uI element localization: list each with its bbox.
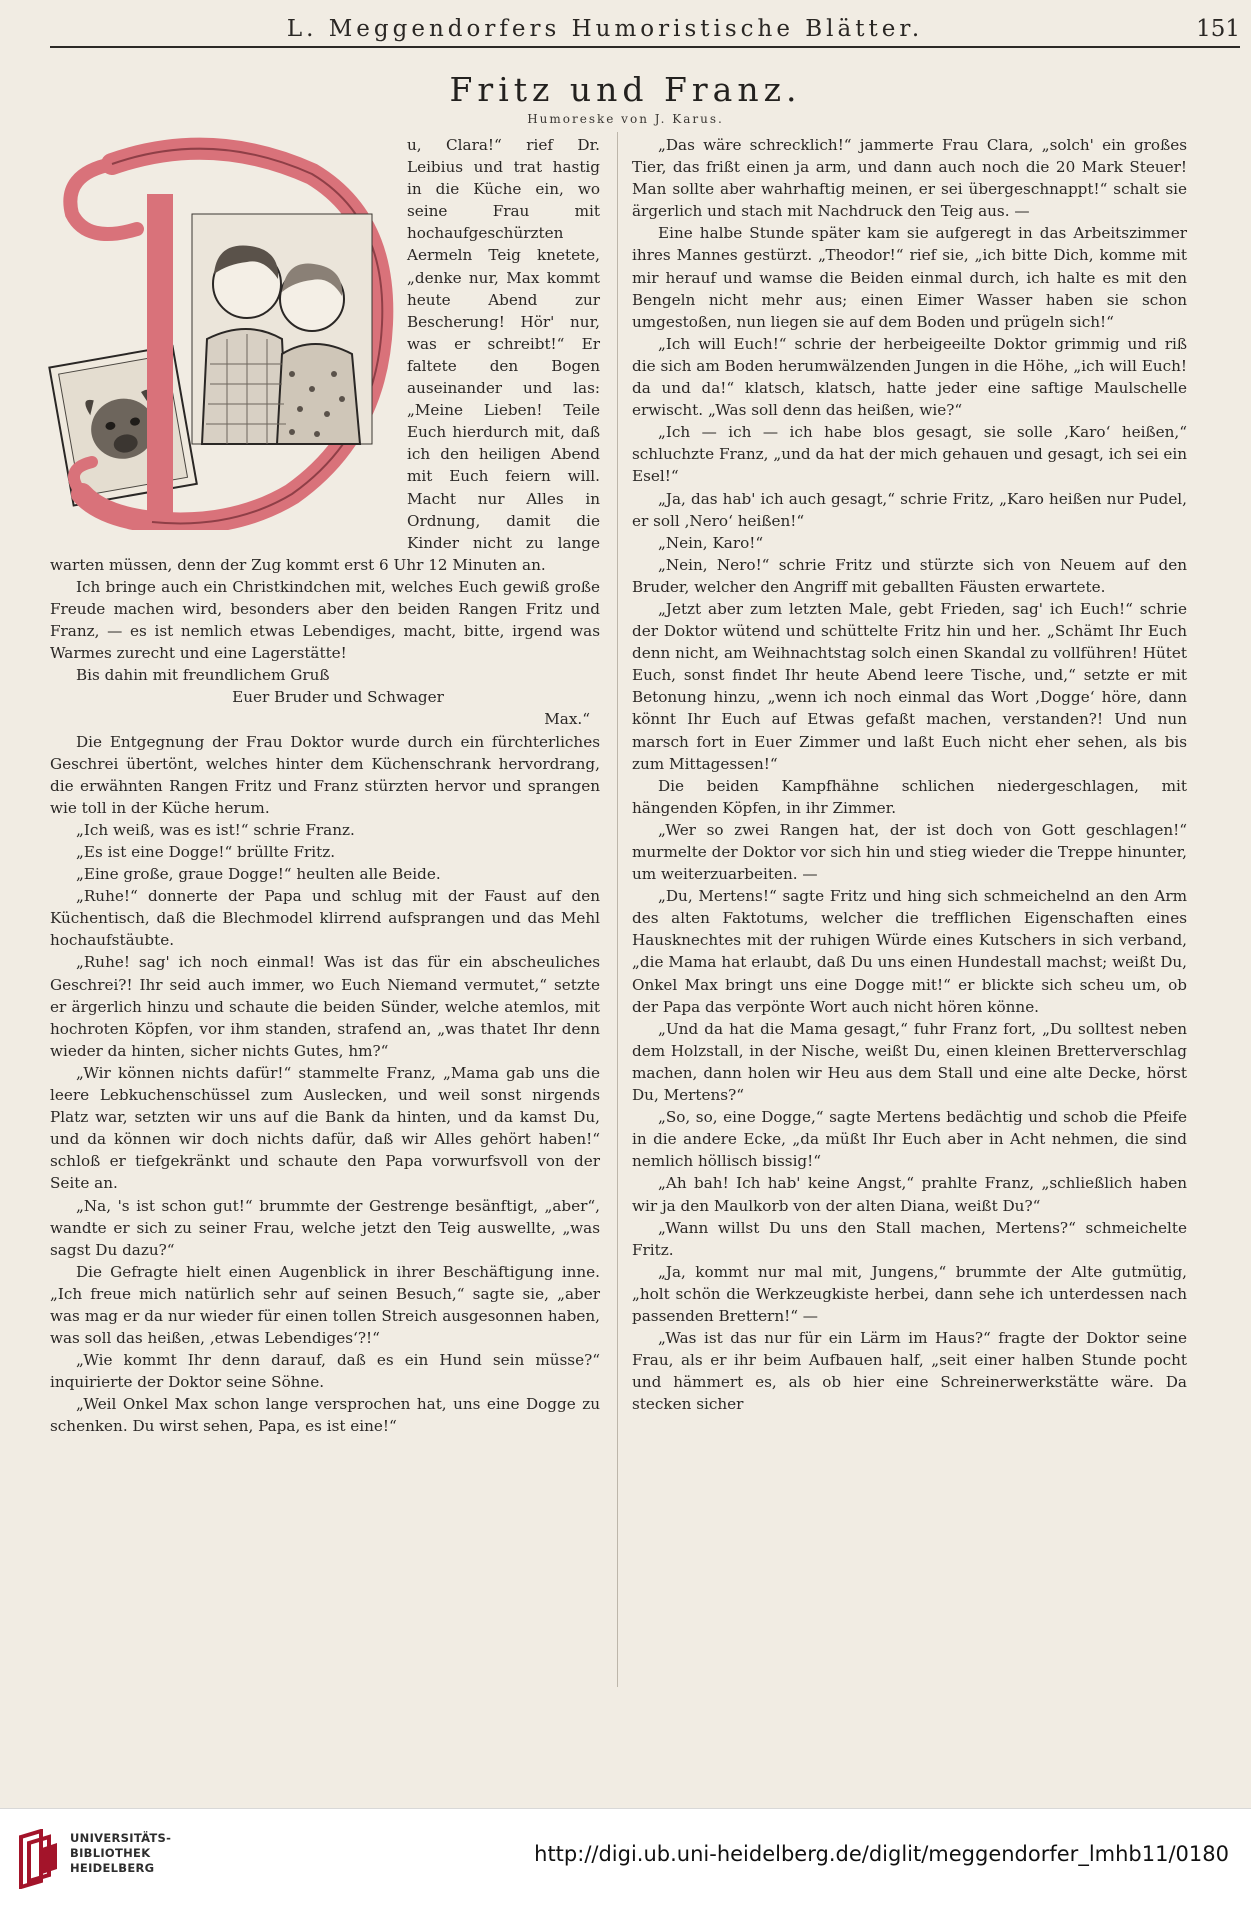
paragraph: „Jetzt aber zum letzten Male, gebt Frieden, sag' ich Euch!“ schrie der Doktor wütend und schüttelte Fritz hin und her. „Schämt Ihr Euch denn nicht, am Weihnachtstag solch einen Skandal zu vollführen! Hütet Euch, sonst findet Ihr heute Abend leere Tische, und,“ setzte er mit Betonung hinzu, „wenn ich noch einmal das Wort ‚Dogge‘ höre, dann könnt Ihr Euch auf Etwas gefaßt machen, verstanden?! Und nun marsch fort in Euer Zimmer und laßt Euch nicht eher sehen, als bis zum Mittagessen!“ [632, 599, 1187, 773]
letter-greeting: Bis dahin mit freundlichem Gruß [76, 666, 330, 685]
logo-line: UNIVERSITÄTS- [70, 1831, 172, 1845]
paragraph: „Na, 's ist schon gut!“ brummte der Gestrenge besänftigt, „aber“, wandte er sich zu seiner Frau, welche jetzt den Teig auswellte, „was sagst Du dazu?“ [50, 1196, 600, 1259]
paragraph: „Du, Mertens!“ sagte Fritz und hing sich schmeichelnd an den Arm des alten Faktotums, welcher die trefflichen Eigenschaften eines Hausknechtes mit der ruhigen Würde eines Kutschers in sich verband, „die Mama hat erlaubt, daß Du uns einen Hundestall machst; weißt Du, Onkel Max bringt uns eine Dogge mit!“ er blickte sich scheu um, ob der Papa das verpönte Wort auch nicht hören könne. [632, 887, 1187, 1016]
library-book-logo-icon [15, 1829, 63, 1889]
letter-closing: Euer Bruder und Schwager [232, 688, 444, 707]
paragraph: „Wir können nichts dafür!“ stammelte Franz, „Mama gab uns die leere Lebkuchenschüssel zum Auslecken, und weil sonst nirgends Platz war, setzten wir uns auf die Bank da hinten, und da kamst Du, und da können wir doch nichts dafür, daß wir Alles gehört haben!“ schloß er tiefgekränkt und schaute den Papa vorwurfsvoll von der Seite an. [50, 1063, 600, 1193]
paragraph: „Ruhe!“ donnerte der Papa und schlug mit der Faust auf den Küchentisch, daß die Blechmodel klirrend aufsprangen und das Mehl hochaufstäubte. [50, 887, 600, 950]
paragraph: „Ich will Euch!“ schrie der herbeigeeilte Doktor grimmig und riß die sich am Boden herumwälzenden Jungen in die Höhe, „ich will Euch! da und da!“ klatsch, klatsch, hatte jeder eine saftige Maulschelle erwischt. „Was soll denn das heißen, wie?“ [632, 334, 1187, 420]
paragraph: „Und da hat die Mama gesagt,“ fuhr Franz fort, „Du solltest neben dem Holzstall, in der Nische, weißt Du, einen kleinen Bretterverschlag machen, dann holen wir Heu aus dem Stall und eine alte Decke, hörst Du, Mertens?“ [632, 1019, 1187, 1105]
journal-title: L. Meggendorfers Humoristische Blätter. [286, 16, 924, 42]
story-byline: Humoreske von J. Karus. [527, 112, 724, 126]
paragraph: „Es ist eine Dogge!“ brüllte Fritz. [76, 843, 336, 861]
paragraph: „Ruhe! sag' ich noch einmal! Was ist das für ein abscheuliches Geschrei?! Ihr seid auch immer, wo Euch Niemand vermutet,“ setzte er ärgerlich hinzu und schaute die beiden Sünder, welche atemlos, mit hochroten Köpfen, vor ihm standen, strafend an, „was thatet Ihr denn wieder da hinten, sicher nichts Gutes, hm?“ [50, 953, 600, 1060]
paragraph: Eine halbe Stunde später kam sie aufgeregt in das Arbeitszimmer ihres Mannes gestürzt. „Theodor!“ rief sie, „ich bitte Dich, komme mit mir herauf und wamse die Beiden einmal durch, ich halte es mit den Bengeln nicht mehr aus; einen Eimer Wasser haben sie schon umgestoßen, nun liegen sie auf dem Boden und prügeln sich!“ [632, 224, 1187, 331]
paragraph: Die Gefragte hielt einen Augenblick in ihrer Beschäftigung inne. „Ich freue mich natürlich sehr auf seinen Besuch,“ sagte sie, „aber was mag er da nur wieder für einen tollen Streich ausgesonnen haben, was soll das heißen, ‚etwas Lebendiges‘?!“ [50, 1262, 600, 1348]
paragraph: „Weil Onkel Max schon lange versprochen hat, uns eine Dogge zu schenken. Du wirst sehen, Papa, es ist eine!“ [50, 1395, 600, 1436]
paragraph: „Ah bah! Ich hab' keine Angst,“ prahlte Franz, „schließlich haben wir ja den Maulkorb von der alten Diana, weißt Du?“ [632, 1174, 1187, 1215]
paragraph: „Nein, Karo!“ [658, 533, 764, 552]
column-divider [617, 132, 618, 1687]
paragraph: „Ja, kommt nur mal mit, Jungens,“ brummte der Alte gutmütig, „holt schön die Werkzeugkiste herbei, dann sehe ich unterdessen nach passenden Brettern!“ — [632, 1262, 1187, 1325]
left-column [50, 134, 600, 1438]
paragraph: „Wann willst Du uns den Stall machen, Mertens?“ schmeichelte Fritz. [632, 1218, 1187, 1259]
paragraph: „Ich weiß, was es ist!“ schrie Franz. [76, 820, 355, 839]
paragraph: Die Entgegnung der Frau Doktor wurde durch ein fürchterliches Geschrei übertönt, welches hinter dem Küchenschrank hervordrang, die erwähnten Rangen Fritz und Franz stürzten hervor und sprangen wie toll in der Küche herum. [50, 732, 600, 817]
page-number: 151 [1196, 16, 1240, 42]
story-title: Fritz und Franz. [449, 70, 802, 109]
logo-text [70, 1831, 250, 1876]
letter-signature: Max.“ [544, 710, 590, 729]
permalink-url[interactable]: http://digi.ub.uni-heidelberg.de/diglit/meggendorfer_lmhb11/0180 [534, 1842, 1229, 1866]
running-head [50, 8, 1240, 48]
paragraph: „Eine große, graue Dogge!“ heulten alle Beide. [76, 865, 441, 884]
illustrated-drop-cap-icon [42, 134, 397, 530]
paragraph: „So, so, eine Dogge,“ sagte Mertens bedächtig und schob die Pfeife in die andere Ecke, „da müßt Ihr Euch aber in Acht nehmen, die sind nemlich höllisch bissig!“ [632, 1108, 1187, 1171]
paragraph: „Wer so zwei Rangen hat, der ist doch von Gott geschlagen!“ murmelte der Doktor vor sich hin und stieg wieder die Treppe hinunter, um weiterzuarbeiten. — [632, 820, 1187, 884]
university-library-logo[interactable] [15, 1829, 255, 1889]
logo-line: BIBLIOTHEK [70, 1846, 151, 1860]
right-column [632, 134, 1187, 1415]
paragraph: u, Clara!“ rief Dr. Leibius und trat hastig in die Küche ein, wo seine Frau mit hochaufgeschürzten Aermeln Teig knetete, „denke nur, Max kommt heute Abend zur Bescherung! Hör' nur, was er schreibt!“ Er faltete den Bogen auseinander und las: „Meine Lieben! Teile Euch hierdurch mit, daß ich den heiligen Abend mit Euch feiern will. Macht nur Alles in Ordnung, damit die Kinder nicht zu lange warten müssen, denn der Zug kommt erst 6 Uhr 12 Minuten an. [50, 136, 600, 574]
paragraph: „Das wäre schrecklich!“ jammerte Frau Clara, „solch' ein großes Tier, das frißt einen ja arm, und dann auch noch die 20 Mark Steuer! Man sollte aber wahrhaftig meinen, er sei übergeschnappt!“ schalt sie ärgerlich und stach mit Nachdruck den Teig aus. — [632, 136, 1187, 221]
paragraph: „Was ist das nur für ein Lärm im Haus?“ fragte der Doktor seine Frau, als er ihr beim Aufbauen half, „seit einer halben Stunde pocht und hämmert es, als ob hier eine Schreinerwerkstätte wäre. Da stecken sicher [632, 1329, 1187, 1414]
paragraph: „Ja, das hab' ich auch gesagt,“ schrie Fritz, „Karo heißen nur Pudel, er soll ‚Nero‘ heißen!“ [632, 489, 1187, 530]
paragraph: „Ich — ich — ich habe blos gesagt, sie solle ‚Karo‘ heißen,“ schluchzte Franz, „und da hat der mich gehauen und gesagt, ich sei ein Esel!“ [632, 423, 1187, 486]
paragraph: „Nein, Nero!“ schrie Fritz und stürzte sich von Neuem auf den Bruder, welcher den Angriff mit geballten Fäusten erwartete. [632, 555, 1187, 596]
logo-line: HEIDELBERG [70, 1861, 155, 1875]
viewer-footer [0, 1808, 1251, 1909]
paragraph: „Wie kommt Ihr denn darauf, daß es ein Hund sein müsse?“ inquirierte der Doktor seine Söhne. [50, 1351, 600, 1392]
paragraph: Ich bringe auch ein Christkindchen mit, welches Euch gewiß große Freude machen wird, besonders aber den beiden Rangen Fritz und Franz, — es ist nemlich etwas Lebendiges, macht, bitte, irgend was Warmes zurecht und eine Lagerstätte! [50, 577, 600, 663]
paragraph: Die beiden Kampfhähne schlichen niedergeschlagen, mit hängenden Köpfen, in ihr Zimmer. [632, 776, 1187, 817]
